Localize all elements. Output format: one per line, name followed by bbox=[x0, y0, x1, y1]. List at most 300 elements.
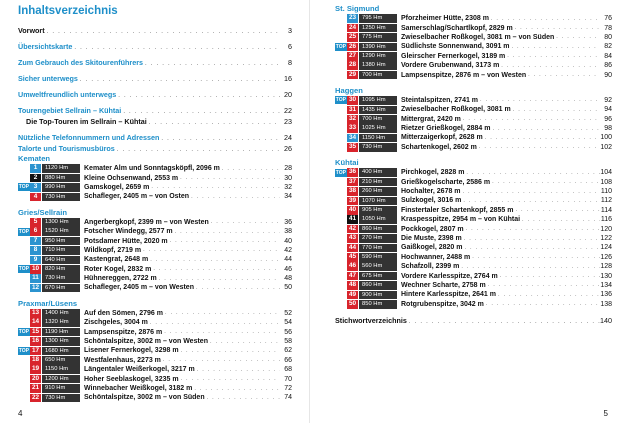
elevation-gain: 1300 Hm bbox=[42, 218, 80, 227]
elevation-gain: 590 Hm bbox=[359, 253, 397, 262]
elevation-gain: 1150 Hm bbox=[42, 365, 80, 374]
tour-page: 50 bbox=[284, 284, 292, 292]
tour-entry[interactable] bbox=[335, 168, 612, 177]
dot-leader bbox=[220, 166, 280, 172]
tour-page: 102 bbox=[600, 143, 612, 151]
tour-entry[interactable] bbox=[18, 318, 292, 327]
tour-page: 44 bbox=[284, 256, 292, 264]
tour-entry[interactable] bbox=[18, 173, 292, 182]
dot-leader bbox=[407, 317, 600, 326]
tour-name: Fotscher Windegg, 2577 m bbox=[84, 228, 173, 236]
tour-number-badge: 37 bbox=[348, 177, 357, 185]
tour-page: 84 bbox=[604, 52, 612, 60]
top-tour-badge: TOP bbox=[18, 266, 29, 273]
dot-leader bbox=[148, 257, 280, 263]
toc-entry-page: 8 bbox=[288, 58, 292, 67]
tour-entry[interactable] bbox=[335, 105, 612, 114]
tour-name: Pirchkogel, 2828 m bbox=[401, 169, 465, 177]
tour-entry[interactable] bbox=[335, 206, 612, 215]
toc-entry-title: Talorte und Tourismusbüros bbox=[18, 144, 115, 153]
tour-number-badge: 14 bbox=[31, 318, 40, 326]
dot-leader bbox=[496, 292, 600, 298]
tour-entry[interactable] bbox=[335, 124, 612, 133]
dot-leader bbox=[72, 43, 280, 52]
elevation-gain: 820 Hm bbox=[42, 265, 80, 274]
toc-entry-title: Zum Gebrauch des Skitourenführers bbox=[18, 58, 144, 67]
tour-page: 78 bbox=[604, 24, 612, 32]
elevation-gain: 770 Hm bbox=[359, 244, 397, 253]
dot-leader bbox=[459, 264, 600, 270]
top-tour-badge: TOP bbox=[18, 228, 29, 235]
tour-number-badge: 26 bbox=[348, 42, 357, 50]
tour-entry[interactable] bbox=[335, 281, 612, 290]
elevation-gain: 260 Hm bbox=[359, 187, 397, 196]
dot-leader bbox=[162, 329, 280, 335]
tour-number-badge: 27 bbox=[348, 51, 357, 59]
tour-entry[interactable] bbox=[335, 115, 612, 124]
tour-page: 92 bbox=[604, 96, 612, 104]
tour-entry[interactable] bbox=[335, 61, 612, 70]
top-slot bbox=[335, 96, 347, 104]
tour-entry[interactable] bbox=[335, 33, 612, 42]
tour-entry[interactable] bbox=[335, 143, 612, 152]
tour-entry[interactable] bbox=[18, 246, 292, 255]
tour-number-badge: 48 bbox=[348, 281, 357, 289]
dot-leader bbox=[510, 44, 600, 50]
index-entry[interactable] bbox=[335, 315, 612, 326]
tour-entry[interactable] bbox=[335, 215, 612, 224]
tour-entry[interactable] bbox=[18, 218, 292, 227]
left-section-list bbox=[18, 154, 292, 403]
dot-leader bbox=[148, 320, 280, 326]
tour-entry[interactable] bbox=[335, 271, 612, 280]
top-tour-badge: TOP bbox=[335, 43, 346, 50]
tour-entry[interactable] bbox=[18, 183, 292, 192]
tour-number-badge: 19 bbox=[31, 365, 40, 373]
tour-entry[interactable] bbox=[335, 243, 612, 252]
index-entry-title: Stichwortverzeichnis bbox=[335, 315, 407, 325]
tour-page: 54 bbox=[284, 319, 292, 327]
tour-entry[interactable] bbox=[335, 52, 612, 61]
tour-page: 72 bbox=[284, 385, 292, 392]
tour-page: 128 bbox=[600, 263, 612, 271]
tour-name: Gaißkogel, 2820 m bbox=[401, 244, 463, 252]
elevation-gain: 1095 Hm bbox=[359, 96, 397, 105]
tour-page: 58 bbox=[284, 338, 292, 346]
tour-name: Samerschlag/Schartlkopf, 2829 m bbox=[401, 24, 513, 32]
elevation-gain: 1680 Hm bbox=[42, 347, 80, 356]
toc-entry-page: 23 bbox=[284, 117, 292, 126]
tour-page: 52 bbox=[284, 309, 292, 317]
tour-number-badge: 24 bbox=[348, 23, 357, 31]
dot-leader bbox=[499, 63, 600, 69]
toc-entry[interactable] bbox=[18, 41, 292, 52]
toc-entry-page: 22 bbox=[284, 106, 292, 115]
dot-leader bbox=[462, 245, 600, 251]
toc-entry-title: Die Top-Touren im Sellrain – Kühtai bbox=[26, 117, 147, 126]
tour-entry[interactable] bbox=[18, 192, 292, 201]
tour-name: Mitterzaigerkopf, 2628 m bbox=[401, 134, 483, 142]
dot-leader bbox=[477, 144, 600, 150]
toc-entry-title: Übersichtskarte bbox=[18, 42, 73, 51]
tour-number-badge: 50 bbox=[348, 299, 357, 307]
dot-leader bbox=[178, 175, 280, 181]
tour-page: 90 bbox=[604, 71, 612, 79]
dot-leader bbox=[157, 276, 280, 282]
tour-page: 94 bbox=[604, 106, 612, 114]
elevation-gain: 860 Hm bbox=[359, 281, 397, 290]
tour-number-badge: 49 bbox=[348, 290, 357, 298]
tour-name: Auf den Sömen, 2796 m bbox=[84, 309, 163, 317]
tour-page: 122 bbox=[600, 235, 612, 242]
elevation-gain: 270 Hm bbox=[359, 234, 397, 243]
tour-name: Schöntalspitze, 3002 m – von Süden bbox=[84, 394, 205, 402]
tour-page: 112 bbox=[600, 197, 612, 205]
tour-entry[interactable] bbox=[335, 70, 612, 79]
tour-number-badge: 41 bbox=[348, 215, 357, 223]
tour-page: 120 bbox=[600, 225, 612, 233]
tour-name: Pforzheimer Hütte, 2308 m bbox=[401, 15, 489, 23]
region-section bbox=[18, 208, 292, 293]
elevation-gain: 1070 Hm bbox=[359, 197, 397, 206]
tour-page: 86 bbox=[604, 62, 612, 70]
elevation-gain: 1050 Hm bbox=[359, 215, 397, 224]
toc-entry-title: Nützliche Telefonnummern und Adressen bbox=[18, 133, 160, 142]
elevation-gain: 1380 Hm bbox=[359, 61, 397, 70]
elevation-gain: 1150 Hm bbox=[359, 134, 397, 143]
tour-number-badge: 6 bbox=[30, 227, 41, 236]
top-slot bbox=[18, 228, 30, 236]
tour-page: 74 bbox=[284, 394, 292, 402]
elevation-gain: 1390 Hm bbox=[359, 43, 397, 52]
tour-page: 108 bbox=[600, 178, 612, 186]
elevation-gain: 700 Hm bbox=[359, 115, 397, 124]
tour-number-badge: 33 bbox=[348, 124, 357, 132]
tour-entry[interactable] bbox=[18, 393, 292, 402]
tour-number-badge: 30 bbox=[348, 96, 357, 104]
toc-entry-title: Sicher unterwegs bbox=[18, 74, 78, 83]
tour-name: Hochwanner, 2488 m bbox=[401, 253, 471, 261]
tour-page: 130 bbox=[600, 272, 612, 280]
tour-name: Wechner Scharte, 2758 m bbox=[401, 281, 486, 289]
right-page bbox=[310, 0, 620, 423]
tour-page: 46 bbox=[284, 265, 292, 273]
tour-number-badge: 17 bbox=[31, 346, 40, 354]
toc-entry[interactable] bbox=[18, 143, 292, 154]
tour-name: Wildkopf, 2719 m bbox=[84, 246, 142, 254]
elevation-gain: 900 Hm bbox=[359, 291, 397, 300]
tour-entry[interactable] bbox=[335, 177, 612, 186]
tour-name: Hühnereggen, 2722 m bbox=[84, 275, 157, 283]
tour-page: 126 bbox=[600, 253, 612, 261]
toc-entry[interactable] bbox=[18, 57, 292, 68]
dot-leader bbox=[461, 189, 600, 195]
top-tour-badge: TOP bbox=[335, 169, 346, 176]
tour-number-badge: 23 bbox=[348, 14, 357, 22]
tour-number-badge: 18 bbox=[31, 356, 40, 364]
tour-page: 66 bbox=[284, 356, 292, 364]
tour-number-badge: 1 bbox=[30, 164, 41, 173]
dot-leader bbox=[194, 285, 280, 291]
tour-page: 34 bbox=[284, 193, 292, 201]
tour-entry[interactable] bbox=[335, 262, 612, 271]
page-number-right: 5 bbox=[603, 409, 608, 418]
dot-leader bbox=[205, 395, 280, 401]
tour-number-badge: 7 bbox=[30, 237, 41, 246]
tour-number-badge: 29 bbox=[348, 70, 357, 78]
elevation-gain: 1290 Hm bbox=[359, 52, 397, 61]
tour-number-badge: 44 bbox=[348, 243, 357, 251]
elevation-gain: 675 Hm bbox=[359, 272, 397, 281]
tour-entry[interactable] bbox=[18, 164, 292, 173]
dot-leader bbox=[498, 273, 600, 279]
region-section bbox=[18, 299, 292, 403]
tour-number-badge: 43 bbox=[348, 234, 357, 242]
dot-leader bbox=[179, 376, 280, 382]
toc-entry[interactable] bbox=[18, 73, 292, 84]
page-number-left: 4 bbox=[18, 409, 23, 418]
tour-name: Schafzoll, 2399 m bbox=[401, 263, 460, 271]
tour-number-badge: 25 bbox=[348, 33, 357, 41]
tour-page: 114 bbox=[600, 206, 612, 214]
tour-name: Vordere Grubenwand, 3173 m bbox=[401, 62, 500, 70]
tour-name: Hintere Karlesspitze, 2641 m bbox=[401, 291, 496, 299]
tour-name: Die Muste, 2398 m bbox=[401, 235, 462, 242]
tour-entry[interactable] bbox=[18, 309, 292, 318]
toc-entry-title: Vorwort bbox=[18, 26, 45, 35]
region-title: St. Sigmund bbox=[335, 4, 380, 13]
elevation-gain: 670 Hm bbox=[42, 284, 80, 293]
tour-name: Schafleger, 2405 m – von Osten bbox=[84, 193, 190, 201]
tour-page: 68 bbox=[284, 366, 292, 374]
top-slot bbox=[18, 183, 30, 191]
toc-entry[interactable] bbox=[18, 132, 292, 143]
top-tour-badge: TOP bbox=[18, 347, 29, 354]
elevation-gain: 730 Hm bbox=[42, 274, 80, 283]
dot-leader bbox=[513, 207, 600, 213]
tour-number-badge: 22 bbox=[31, 393, 40, 401]
tour-name: Finstertaler Schartenkopf, 2855 m bbox=[401, 206, 514, 214]
dot-leader bbox=[520, 217, 600, 223]
dot-leader bbox=[511, 107, 600, 113]
tour-entry[interactable] bbox=[18, 265, 292, 274]
dot-leader bbox=[464, 226, 600, 232]
elevation-gain: 1520 Hm bbox=[42, 227, 80, 236]
dot-leader bbox=[192, 386, 280, 392]
dot-leader bbox=[159, 134, 280, 143]
tour-number-badge: 8 bbox=[30, 246, 41, 255]
elevation-gain: 1435 Hm bbox=[359, 106, 397, 115]
tour-name: Westfalenhaus, 2273 m bbox=[84, 356, 161, 364]
tour-page: 38 bbox=[284, 228, 292, 236]
tour-entry[interactable] bbox=[335, 234, 612, 243]
tour-name: Vordere Karlesspitze, 2764 m bbox=[401, 272, 498, 280]
tour-number-badge: 20 bbox=[31, 374, 40, 382]
elevation-gain: 400 Hm bbox=[359, 168, 397, 177]
dot-leader bbox=[478, 97, 600, 103]
toc-entry[interactable] bbox=[18, 105, 292, 116]
tour-entry[interactable] bbox=[335, 96, 612, 105]
tour-entry[interactable] bbox=[335, 133, 612, 142]
dot-leader bbox=[489, 16, 600, 22]
tour-name: Steintalspitzen, 2741 m bbox=[401, 96, 479, 104]
elevation-gain: 910 Hm bbox=[42, 384, 80, 393]
top-slot bbox=[18, 347, 30, 355]
dot-leader bbox=[147, 118, 280, 127]
elevation-gain: 730 Hm bbox=[42, 394, 80, 403]
dot-leader bbox=[195, 367, 280, 373]
tour-name: Mittergrat, 2420 m bbox=[401, 115, 461, 123]
elevation-gain: 905 Hm bbox=[359, 206, 397, 215]
elevation-gain: 210 Hm bbox=[359, 178, 397, 187]
toc-entry-page: 24 bbox=[284, 133, 292, 142]
tour-number-badge: 12 bbox=[31, 283, 40, 291]
tour-entry[interactable] bbox=[335, 187, 612, 196]
tour-number-badge: 46 bbox=[348, 262, 357, 270]
elevation-gain: 730 Hm bbox=[359, 143, 397, 152]
tour-page: 70 bbox=[284, 375, 292, 383]
tour-page: 110 bbox=[600, 188, 612, 196]
tour-page: 56 bbox=[284, 328, 292, 336]
tour-page: 134 bbox=[600, 281, 612, 289]
tour-entry[interactable] bbox=[18, 236, 292, 245]
tour-name: Kemater Alm und Sonntagsköpfl, 2096 m bbox=[84, 165, 220, 173]
tour-name: Hoher Seeblaskogel, 3235 m bbox=[84, 375, 179, 383]
region-title: Kematen bbox=[18, 154, 51, 163]
tour-name: Lampsenspitze, 2876 m – von Westen bbox=[401, 71, 527, 79]
tour-name: Kraspesspitze, 2954 m – von Kühtai bbox=[401, 216, 521, 224]
tour-page: 82 bbox=[604, 43, 612, 51]
tour-name: Potsdamer Hütte, 2020 m bbox=[84, 237, 168, 245]
region-title: Gries/Sellrain bbox=[18, 207, 67, 217]
toc-entry[interactable] bbox=[18, 116, 292, 127]
tour-entry[interactable] bbox=[18, 384, 292, 393]
dot-leader bbox=[461, 198, 600, 204]
tour-name: Grießkogelscharte, 2586 m bbox=[401, 178, 491, 186]
dot-leader bbox=[151, 266, 280, 272]
elevation-gain: 795 Hm bbox=[359, 14, 397, 23]
tour-entry[interactable] bbox=[335, 42, 612, 51]
tour-entry[interactable] bbox=[18, 283, 292, 292]
toc-entry-title: Umweltfreundlich unterwegs bbox=[18, 90, 117, 99]
tour-page: 36 bbox=[284, 218, 292, 226]
region-section bbox=[335, 158, 612, 309]
tour-name: Hochalter, 2678 m bbox=[401, 188, 461, 196]
elevation-gain: 650 Hm bbox=[42, 356, 80, 365]
region-section bbox=[335, 4, 612, 80]
tour-page: 48 bbox=[284, 275, 292, 283]
elevation-gain: 1320 Hm bbox=[42, 318, 80, 327]
tour-name: Winnebacher Weißkogel, 3182 m bbox=[84, 385, 193, 392]
dot-leader bbox=[78, 75, 280, 84]
elevation-gain: 730 Hm bbox=[42, 193, 80, 202]
tour-entry[interactable] bbox=[335, 253, 612, 262]
tour-page: 104 bbox=[600, 169, 612, 177]
tour-entry[interactable] bbox=[18, 337, 292, 346]
tour-entry[interactable] bbox=[18, 356, 292, 365]
tour-name: Lisener Fernerkogel, 3298 m bbox=[84, 347, 179, 355]
elevation-gain: 950 Hm bbox=[42, 237, 80, 246]
tour-number-badge: 2 bbox=[30, 174, 41, 183]
region-title: Praxmar/Lüsens bbox=[18, 298, 78, 308]
tour-entry[interactable] bbox=[18, 365, 292, 374]
tour-page: 30 bbox=[284, 174, 292, 182]
toc-title: Inhaltsverzeichnis bbox=[18, 5, 118, 17]
top-slot bbox=[335, 169, 347, 177]
tour-name: Kastengrat, 2648 m bbox=[84, 256, 149, 264]
tour-entry[interactable] bbox=[18, 227, 292, 236]
dot-leader bbox=[143, 59, 280, 68]
dot-leader bbox=[149, 184, 280, 190]
tour-entry[interactable] bbox=[18, 374, 292, 383]
top-tour-badge: TOP bbox=[18, 184, 29, 191]
tour-number-badge: 34 bbox=[348, 133, 357, 141]
tour-name: Pockkogel, 2807 m bbox=[401, 225, 464, 233]
toc-entry-page: 16 bbox=[284, 74, 292, 83]
elevation-gain: 1190 Hm bbox=[42, 328, 80, 337]
dot-leader bbox=[173, 229, 280, 235]
tour-name: Rietzer Grießkogel, 2884 m bbox=[401, 125, 491, 133]
tour-entry[interactable] bbox=[335, 14, 612, 23]
elevation-gain: 880 Hm bbox=[42, 174, 80, 183]
tour-entry[interactable] bbox=[335, 290, 612, 299]
tour-name: Längentaler Weißerkogel, 3217 m bbox=[84, 366, 195, 374]
toc-entry-page: 3 bbox=[288, 26, 292, 35]
tour-entry[interactable] bbox=[18, 327, 292, 336]
tour-number-badge: 3 bbox=[30, 183, 41, 192]
dot-leader bbox=[161, 357, 280, 363]
tour-entry[interactable] bbox=[18, 274, 292, 283]
tour-name: Lampsenspitze, 2876 m bbox=[84, 328, 163, 336]
tour-name: Kleine Ochsenwand, 2553 m bbox=[84, 174, 179, 182]
right-section-list bbox=[335, 4, 612, 309]
tour-entry[interactable] bbox=[18, 255, 292, 264]
dot-leader bbox=[486, 282, 600, 288]
tour-name: Gamskogel, 2659 m bbox=[84, 183, 150, 191]
elevation-gain: 1300 Hm bbox=[42, 337, 80, 346]
elevation-gain: 1200 Hm bbox=[42, 375, 80, 384]
elevation-gain: 1250 Hm bbox=[359, 24, 397, 33]
tour-page: 40 bbox=[284, 237, 292, 245]
tour-entry[interactable] bbox=[335, 23, 612, 32]
front-matter-list bbox=[18, 25, 292, 154]
dot-leader bbox=[209, 219, 280, 225]
elevation-gain: 560 Hm bbox=[359, 262, 397, 271]
tour-name: Schafleger, 2405 m – von Westen bbox=[84, 284, 194, 292]
top-tour-badge: TOP bbox=[335, 97, 346, 104]
toc-entry-page: 20 bbox=[284, 90, 292, 99]
top-tour-badge: TOP bbox=[18, 329, 29, 336]
tour-number-badge: 38 bbox=[348, 187, 357, 195]
tour-page: 138 bbox=[600, 300, 612, 308]
toc-entry-page: 26 bbox=[284, 144, 292, 153]
top-slot bbox=[335, 43, 347, 51]
toc-entry[interactable] bbox=[18, 89, 292, 100]
tour-number-badge: 10 bbox=[31, 264, 40, 272]
tour-entry[interactable] bbox=[335, 224, 612, 233]
dot-leader bbox=[141, 247, 280, 253]
tour-entry[interactable] bbox=[18, 346, 292, 355]
elevation-gain: 1120 Hm bbox=[42, 164, 80, 173]
top-slot bbox=[18, 265, 30, 273]
tour-entry[interactable] bbox=[335, 300, 612, 309]
toc-entry[interactable] bbox=[18, 25, 292, 36]
tour-entry[interactable] bbox=[335, 196, 612, 205]
tour-number-badge: 28 bbox=[348, 61, 357, 69]
tour-name: Zwieselbacher Roßkogel, 3081 m bbox=[401, 106, 511, 114]
elevation-gain: 1400 Hm bbox=[42, 309, 80, 318]
dot-leader bbox=[513, 25, 600, 31]
